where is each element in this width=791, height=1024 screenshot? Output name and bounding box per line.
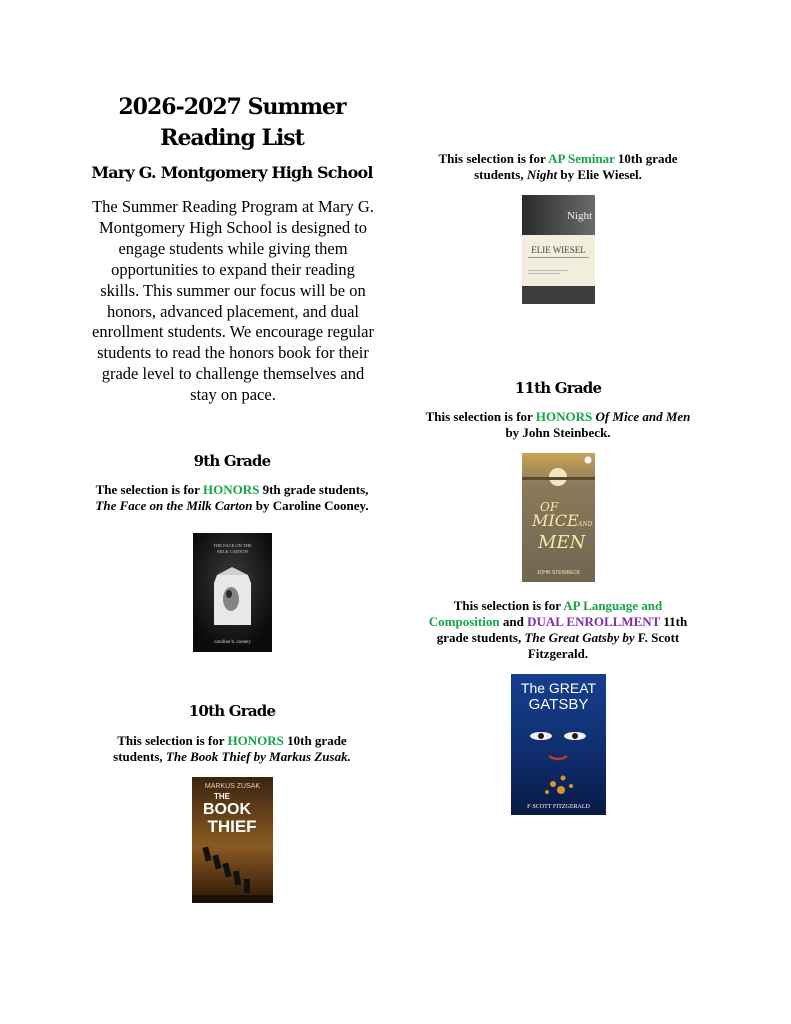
title-line-2: Reading List	[160, 125, 304, 151]
cover-author: caroline b. cooney	[214, 640, 251, 645]
selection-text: grade students,	[436, 630, 525, 645]
book-title: The Book Thief by Markus Zusak.	[165, 749, 351, 764]
ap-seminar-selection	[408, 151, 708, 183]
book-cover-night	[522, 195, 595, 304]
cover-title-line-1: THE FACE ON THE	[213, 543, 252, 548]
school-name: Mary G. Montgomery High School	[91, 163, 373, 182]
cover-title-line-1: The GREAT	[520, 680, 597, 696]
book-title: The Great Gatsby by	[524, 630, 635, 645]
honors-tag: HONORS	[227, 733, 284, 748]
page-title	[82, 92, 382, 154]
cover-author: F·SCOTT FITZGERALD	[527, 804, 590, 810]
intro-paragraph: The Summer Reading Program at Mary G. Montgomery High School is designed to engage students while giving them opportunities to expand their reading skills. This summer our focus will be on honors, advanced placement, and dual enrollment students. We encourage regular students to read the honors book for their grade level to challenge themselves and stay on pace.	[92, 197, 374, 405]
book-cover-great-gatsby	[511, 674, 606, 815]
selection-text: This selection is for	[453, 598, 564, 613]
grade-9-heading: 9th Grade	[193, 452, 271, 470]
book-cover-of-mice-and-men	[522, 453, 595, 582]
honors-tag: HONORS	[535, 409, 593, 424]
cover-title-line-2: GATSBY	[528, 696, 589, 713]
cover-title-line-4: MEN	[538, 532, 586, 553]
selection-text: Fitzgerald.	[527, 646, 589, 661]
grade-11-heading: 11th Grade	[514, 379, 602, 397]
selection-text: The selection is for	[95, 482, 203, 497]
book-title: The Face on the Milk Carton	[95, 498, 253, 513]
ap-language-tag: AP Language and	[563, 598, 663, 613]
book-title: Night	[526, 167, 558, 182]
cover-title-line-1: OF	[540, 500, 559, 514]
selection-text: This selection is for	[117, 733, 228, 748]
cover-title-line-2: MICE	[532, 511, 579, 530]
grade-10-selection	[82, 733, 382, 765]
selection-text: students,	[474, 167, 527, 182]
book-cover-face-on-milk-carton	[193, 533, 272, 652]
selection-text: students,	[113, 749, 166, 764]
cover-title-line-3: AND	[578, 521, 593, 528]
selection-text: by John Steinbeck.	[505, 425, 611, 440]
cover-title-line-2: MILK CARTON	[217, 549, 248, 554]
ap-language-tag-cont: Composition	[428, 614, 500, 629]
ap-seminar-tag: AP Seminar	[548, 151, 615, 166]
grade-10-heading: 10th Grade	[188, 702, 276, 720]
title-line-1: 2026-2027 Summer	[118, 94, 346, 120]
selection-text: This selection is for	[438, 151, 549, 166]
dual-enrollment-tag: DUAL ENROLLMENT	[527, 614, 661, 629]
selection-text: by Elie Wiesel.	[557, 167, 642, 182]
selection-text: and	[499, 614, 528, 629]
grade-11-selection	[408, 409, 708, 441]
selection-text: F. Scott	[634, 630, 680, 645]
selection-text: 9th grade students,	[259, 482, 369, 497]
cover-author: ELIE WIESEL	[531, 245, 586, 255]
book-title: Of Mice and Men	[592, 409, 691, 424]
selection-text: This selection is for	[425, 409, 536, 424]
selection-text: by Caroline Cooney.	[252, 498, 369, 513]
selection-text: 10th grade	[283, 733, 347, 748]
honors-tag: HONORS	[202, 482, 260, 497]
gatsby-selection	[408, 598, 708, 662]
cover-title-line-3: THIEF	[207, 817, 257, 836]
book-cover-book-thief	[192, 777, 273, 903]
cover-author: JOHN STEINBECK	[536, 570, 581, 576]
selection-text: 11th	[660, 614, 688, 629]
cover-title-line-2: BOOK	[203, 801, 251, 818]
cover-title: Night	[566, 210, 592, 222]
grade-9-selection	[82, 482, 382, 514]
cover-title-line-1: THE	[214, 792, 230, 801]
selection-text: 10th grade	[614, 151, 678, 166]
cover-author: MARKUS ZUSAK	[204, 783, 261, 790]
